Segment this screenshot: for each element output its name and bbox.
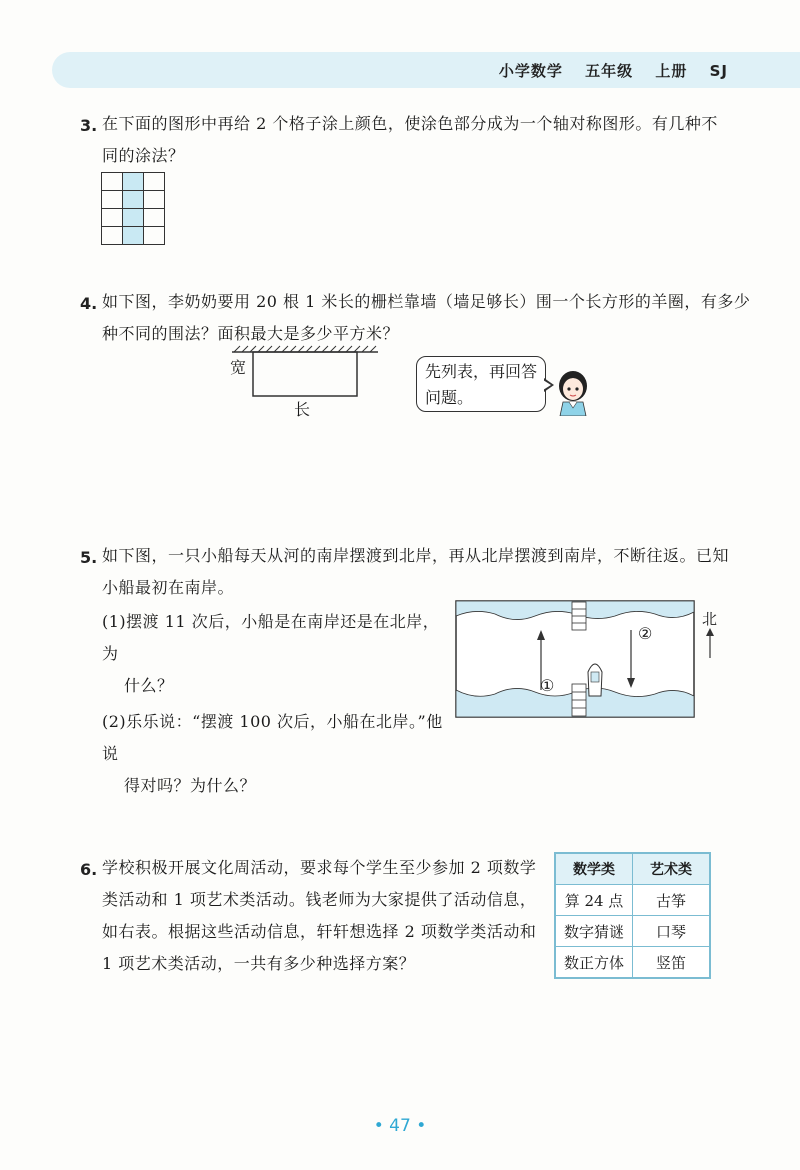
part-2-line-2: 得对吗？为什么？: [124, 776, 257, 795]
part-2-line-1: (2)乐乐说：“摆渡 100 次后，小船在北岸。”他说: [102, 712, 443, 763]
header-title: [483, 60, 728, 81]
part-1-line-2: 什么？: [124, 676, 174, 695]
question-3-text: [102, 108, 742, 172]
header-edition: SJ: [709, 62, 728, 80]
table-cell: 古筝: [633, 885, 711, 916]
length-label: 长: [294, 400, 311, 419]
grid-cell-filled: [123, 209, 144, 227]
coloring-grid: [101, 172, 165, 245]
question-6-text: [102, 852, 552, 980]
question-5-number: 5.: [80, 548, 98, 567]
grid-cell-filled: [123, 191, 144, 209]
page-number: • 47 •: [373, 1116, 427, 1136]
table-cell: 竖笛: [633, 947, 711, 979]
table-header-art: 艺术类: [633, 853, 711, 885]
question-6-line-2: 类活动和 1 项艺术类活动。钱老师为大家提供了活动信息，: [102, 890, 537, 909]
hint-line-2: 问题。: [425, 388, 474, 407]
header-grade: 五年级: [585, 62, 634, 80]
question-6-line-1: 学校积极开展文化周活动，要求每个学生至少参加 2 项数学: [102, 858, 537, 877]
question-3-line-1: 在下面的图形中再给 2 个格子涂上颜色，使涂色部分成为一个轴对称图形。有几种不: [102, 114, 718, 133]
hint-line-1: 先列表，再回答: [425, 362, 538, 381]
grid-cell: [102, 191, 123, 209]
table-cell: 数正方体: [555, 947, 633, 979]
grid-cell: [144, 227, 165, 245]
question-6-line-3: 如右表。根据这些活动信息，轩轩想选择 2 项数学类活动和: [102, 922, 537, 941]
grid-cell: [144, 173, 165, 191]
girl-icon: [553, 364, 593, 416]
width-label: 宽: [230, 358, 247, 377]
hint-speech-bubble: [416, 356, 546, 412]
question-4-text: [102, 286, 762, 350]
question-5-line-2: 小船最初在南岸。: [102, 578, 235, 597]
fence-diagram: [230, 344, 380, 400]
arrow-2-label: ②: [638, 624, 653, 643]
table-cell: 口琴: [633, 916, 711, 947]
pen-rectangle: [253, 352, 357, 396]
question-5-part-1: [102, 606, 452, 702]
question-4-line-2: 种不同的围法？面积最大是多少平方米？: [102, 324, 400, 343]
question-4-line-1: 如下图，李奶奶要用 20 根 1 米长的栅栏靠墙（墙足够长）围一个长方形的羊圈，有多少: [102, 292, 751, 311]
grid-cell-filled: [123, 227, 144, 245]
grid-cell: [144, 191, 165, 209]
header-volume: 上册: [655, 62, 688, 80]
question-6-number: 6.: [80, 860, 98, 879]
table-row: [555, 885, 710, 916]
grid-cell: [102, 209, 123, 227]
north-arrow-icon: [704, 628, 716, 660]
question-3-line-2: 同的涂法？: [102, 146, 185, 165]
table-row: [555, 916, 710, 947]
question-5-line-1: 如下图，一只小船每天从河的南岸摆渡到北岸，再从北岸摆渡到南岸，不断往返。已知: [102, 546, 730, 565]
table-cell: 算 24 点: [555, 885, 633, 916]
grid-cell: [144, 209, 165, 227]
arrow-1-label: ①: [540, 676, 555, 695]
table-cell: 数字猜谜: [555, 916, 633, 947]
question-3-number: 3.: [80, 116, 98, 135]
grid-cell: [102, 227, 123, 245]
table-row: [555, 947, 710, 979]
north-label: 北: [702, 610, 718, 628]
boat-icon: [588, 664, 602, 696]
question-6-line-4: 1 项艺术类活动，一共有多少种选择方案？: [102, 954, 416, 973]
grid-cell-filled: [123, 173, 144, 191]
part-1-line-1: (1)摆渡 11 次后，小船是在南岸还是在北岸，为: [102, 612, 440, 663]
river-diagram: [455, 600, 695, 718]
table-header-math: 数学类: [555, 853, 633, 885]
activity-table: [554, 852, 711, 979]
header-subject: 小学数学: [498, 62, 563, 80]
question-5-text: [102, 540, 762, 604]
question-4-number: 4.: [80, 294, 98, 313]
question-5-part-2: [102, 706, 452, 802]
grid-cell: [102, 173, 123, 191]
